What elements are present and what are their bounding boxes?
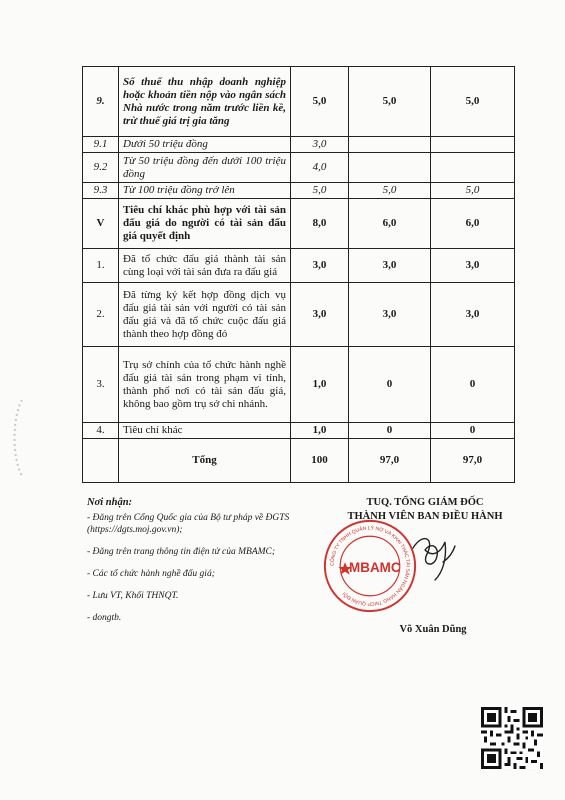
score-cell: 3,0	[349, 249, 431, 283]
table-row	[83, 347, 515, 423]
row-number: 1.	[83, 249, 119, 283]
row-number: 9.2	[83, 153, 119, 183]
score-cell: 0	[431, 423, 515, 439]
table-row	[83, 183, 515, 199]
recipients-heading: Nơi nhận:	[87, 497, 133, 508]
score-cell	[431, 153, 515, 183]
score-cell	[349, 137, 431, 153]
row-number: 3.	[83, 347, 119, 423]
recipient-line: - Các tổ chức hành nghề đấu giá;	[87, 569, 215, 579]
recipient-line: - dongtb.	[87, 613, 122, 623]
table-row	[83, 423, 515, 439]
row-description: Tiêu chí khác phù hợp với tài sản đấu giá do người có tài sản đấu giá quyết định	[119, 199, 291, 249]
score-cell: 5,0	[431, 67, 515, 137]
score-cell: 6,0	[349, 199, 431, 249]
score-cell: 4,0	[291, 153, 349, 183]
paper-mark-icon	[8, 398, 26, 478]
score-cell: 1,0	[291, 347, 349, 423]
score-cell: 5,0	[431, 183, 515, 199]
criteria-table	[82, 66, 515, 483]
recipient-line: - Đăng trên Cổng Quốc gia của Bộ tư pháp về ĐGTS (https://dgts.moj.gov.vn);	[87, 513, 290, 535]
score-cell: 3,0	[349, 283, 431, 347]
table-row	[83, 153, 515, 183]
score-cell: 5,0	[349, 67, 431, 137]
qr-code-icon	[481, 707, 543, 769]
table-row	[83, 283, 515, 347]
recipient-line: - Đăng trên trang thông tin điện tử của MBAMC;	[87, 547, 276, 557]
score-cell: 3,0	[291, 137, 349, 153]
row-number	[83, 439, 119, 483]
score-cell: 0	[431, 347, 515, 423]
row-description: Đã tổ chức đấu giá thành tài sản cùng loại với tài sản đưa ra đấu giá	[119, 249, 291, 283]
score-cell: 97,0	[349, 439, 431, 483]
score-cell: 5,0	[291, 183, 349, 199]
score-cell: 3,0	[291, 283, 349, 347]
table-row	[83, 199, 515, 249]
row-number: 9.	[83, 67, 119, 137]
row-description: Đã từng ký kết hợp đồng dịch vụ đấu giá tài sản với người có tài sản đấu giá và đã tổ chức cuộc đấu giá thành theo hợp đồng đó	[119, 283, 291, 347]
recipient-line: - Lưu VT, Khối THNQT.	[87, 591, 179, 601]
row-number: 9.3	[83, 183, 119, 199]
table-row	[83, 67, 515, 137]
row-number: V	[83, 199, 119, 249]
row-number: 9.1	[83, 137, 119, 153]
total-label: Tổng	[119, 439, 291, 483]
score-cell: 100	[291, 439, 349, 483]
row-number: 4.	[83, 423, 119, 439]
table-row	[83, 249, 515, 283]
score-cell: 5,0	[291, 67, 349, 137]
recipients-block	[87, 497, 327, 634]
row-description: Từ 50 triệu đồng đến dưới 100 triệu đồng	[119, 153, 291, 183]
signature-line-2: THÀNH VIÊN BAN ĐIỀU HÀNH	[347, 511, 503, 522]
score-cell: 3,0	[431, 249, 515, 283]
score-cell: 3,0	[431, 283, 515, 347]
score-cell: 1,0	[291, 423, 349, 439]
score-cell: 0	[349, 347, 431, 423]
svg-text:MBAMC: MBAMC	[349, 559, 401, 575]
score-cell	[349, 153, 431, 183]
score-cell: 3,0	[291, 249, 349, 283]
signer-name: Võ Xuân Dũng	[399, 624, 467, 635]
row-description: Tiêu chí khác	[119, 423, 291, 439]
table-row	[83, 137, 515, 153]
row-description: Từ 100 triệu đồng trở lên	[119, 183, 291, 199]
signature-line-1: TUQ. TỔNG GIÁM ĐỐC	[366, 497, 484, 508]
total-row	[83, 439, 515, 483]
score-cell: 6,0	[431, 199, 515, 249]
svg-text:CÔNG TY TNHH QUẢN LÝ NỢ VÀ KHA: CÔNG TY TNHH QUẢN LÝ NỢ VÀ KHAI THÁC TÀI SẢN NGÂN HÀNG TMCP QUÂN ĐỘI	[329, 525, 411, 607]
score-cell: 0	[349, 423, 431, 439]
row-description: Trụ sở chính của tổ chức hành nghề đấu giá tài sản trong phạm vi tỉnh, thành phố nơi có tài sản đấu giá, không bao gồm trụ sở chi nhánh.	[119, 347, 291, 423]
row-description: Số thuế thu nhập doanh nghiệp hoặc khoản tiền nộp vào ngân sách Nhà nước trong năm trước liền kề, trừ thuế giá trị gia tăng	[119, 67, 291, 137]
score-cell: 5,0	[349, 183, 431, 199]
handwritten-signature-icon	[405, 528, 460, 588]
row-number: 2.	[83, 283, 119, 347]
score-cell	[431, 137, 515, 153]
score-cell: 97,0	[431, 439, 515, 483]
company-stamp-icon	[322, 518, 418, 614]
row-description: Dưới 50 triệu đồng	[119, 137, 291, 153]
score-cell: 8,0	[291, 199, 349, 249]
